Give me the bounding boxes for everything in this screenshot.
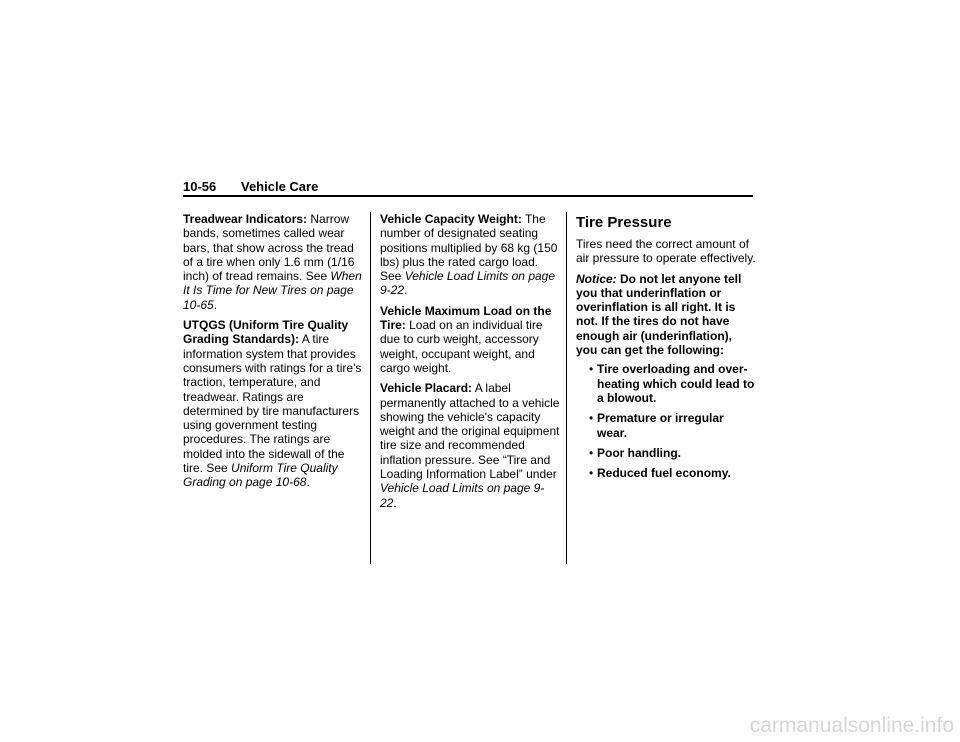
page-header bbox=[183, 179, 753, 195]
page-number: 10-56 bbox=[183, 179, 217, 194]
treadwear-indicators-paragraph: Treadwear Indicators: Narrow bands, sometimes called wear bars, that show across the tread of a tire when only 1.6 mm (1/16 inch) of tread remains. See When It Is Time for New Tires on page 10-65. bbox=[183, 212, 362, 312]
definition: Narrow bands, sometimes called wear bars, that show across the tread of a tire when only 1.6 mm (1/16 inch) of tread remains. See bbox=[183, 212, 355, 284]
vehicle-capacity-weight-paragraph: Vehicle Capacity Weight: The number of designated seating positions multiplied by 68 kg (150 lbs) plus the rated cargo load. See Vehicle Load Limits on page 9-22. bbox=[380, 212, 558, 298]
list-item: • Premature or irregular wear. bbox=[589, 411, 756, 440]
column-2 bbox=[380, 212, 560, 516]
list-item: • Reduced fuel economy. bbox=[589, 466, 756, 480]
term: Vehicle Capacity Weight: bbox=[380, 212, 522, 226]
column-divider-2 bbox=[566, 212, 567, 564]
term: UTQGS (Uniform Tire Quality Grading Standards): bbox=[183, 318, 349, 347]
section-title: Vehicle Care bbox=[241, 179, 319, 194]
notice-paragraph bbox=[576, 272, 756, 358]
cross-reference-link[interactable]: Vehicle Load Limits on page 9-22 bbox=[380, 481, 545, 510]
list-item: • Poor handling. bbox=[589, 446, 756, 460]
tire-pressure-heading: Tire Pressure bbox=[576, 214, 672, 231]
header-rule bbox=[183, 195, 753, 197]
column-1 bbox=[183, 212, 363, 496]
cross-reference-link[interactable]: When It Is Time for New Tires on page 10-65 bbox=[183, 269, 362, 312]
definition: Load on an individual tire due to curb weight, accessory weight, occupant weight, and cargo weight. bbox=[380, 318, 543, 375]
term: Vehicle Placard: bbox=[380, 381, 473, 396]
intro-paragraph: Tires need the correct amount of air pressure to operate effectively. bbox=[576, 237, 756, 266]
cross-reference-link[interactable]: Uniform Tire Quality Grading on page 10-68 bbox=[183, 461, 338, 490]
term: Vehicle Maximum Load on the Tire: bbox=[380, 303, 552, 333]
notice-text: Do not let anyone tell you that underinflation or overinflation is all right. It is not. If the tires do not have enough air (underinflation), you can get the following: bbox=[576, 271, 742, 358]
definition: The number of designated seating positions multiplied by 68 kg (150 lbs) plus the rated cargo load. See bbox=[380, 212, 558, 284]
consequence-list bbox=[576, 362, 756, 480]
watermark: carmanualsonline.info bbox=[749, 714, 954, 737]
utqgs-paragraph: UTQGS (Uniform Tire Quality Grading Standards): A tire information system that provides consumers with ratings for a tire's traction, temperature, and treadwear. Ratings are determined by tire manufacturers using government testing procedures. The ratings are molded into the sidewall of the tire. See Uniform Tire Quality Grading on page 10-68. bbox=[183, 318, 362, 490]
list-item: • Tire overloading and over-heating which could lead to a blowout. bbox=[589, 362, 756, 405]
definition: A tire information system that provides consumers with ratings for a tire's traction, temperature, and treadwear. Ratings are determined by tire manufacturers using government testing procedures. The ratings are molded into the sidewall of the tire. See bbox=[183, 332, 362, 476]
vehicle-maximum-load-paragraph bbox=[380, 304, 560, 375]
column-3 bbox=[576, 212, 756, 486]
notice-label: Notice: bbox=[576, 271, 617, 286]
vehicle-placard-paragraph: Vehicle Placard: A label permanently attached to a vehicle showing the vehicle's capacity weight and the original equipment tire size and recommended inflation pressure. See “Tire and Loading Information Label” under Vehicle Load Limits on page 9-22. bbox=[380, 381, 560, 510]
definition: A label permanently attached to a vehicle showing the vehicle's capacity weight and the original equipment tire size and recommended inflation pressure. See “Tire and Loading Information Label” under bbox=[380, 381, 560, 482]
cross-reference-link[interactable]: Vehicle Load Limits on page 9-22 bbox=[380, 269, 556, 298]
column-divider-1 bbox=[370, 212, 371, 564]
term: Treadwear Indicators: bbox=[183, 212, 308, 226]
